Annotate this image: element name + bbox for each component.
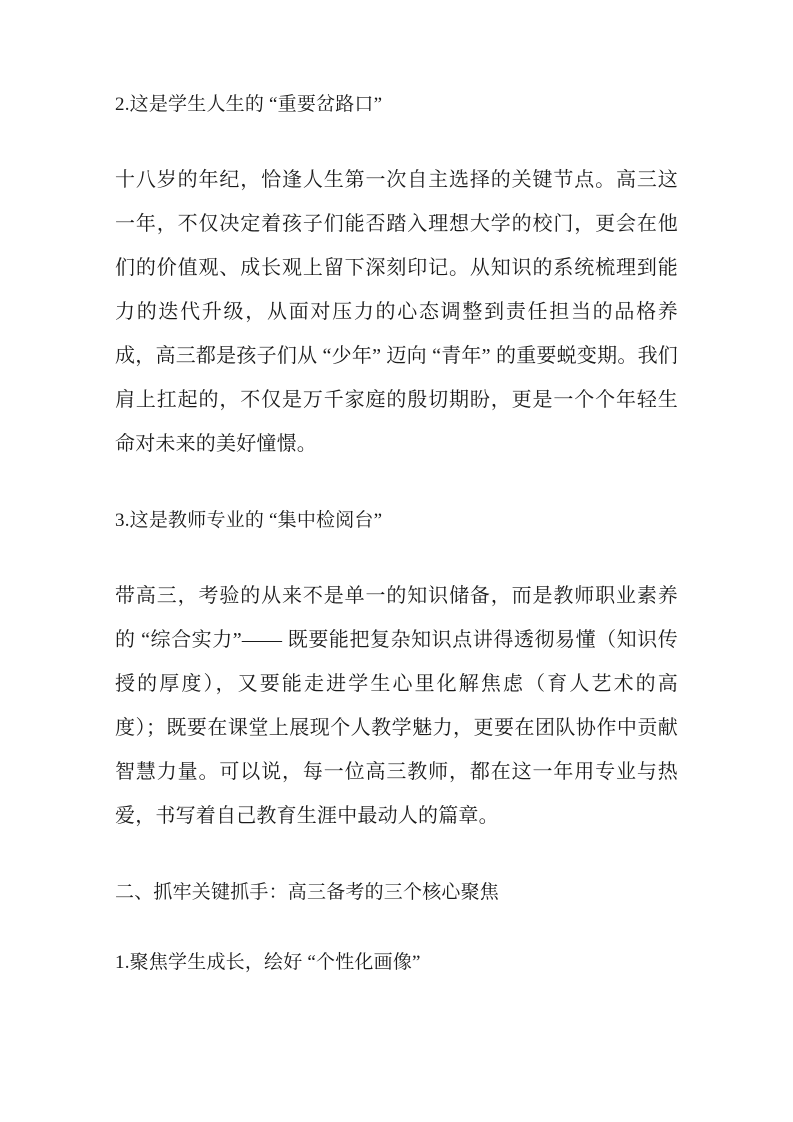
section-2-body: 十八岁的年纪，恰逢人生第一次自主选择的关键节点。高三这一年，不仅决定着孩子们能否踏入理想大学的校门，更会在他们的价值观、成长观上留下深刻印记。从知识的系统梳理到能力的迭代升级，从面对压力的心态调整到责任担当的品格养成，高三都是孩子们从 “少年” 迈向 “青年” 的重要蜕变期。我们肩上扛起的，不仅是万千家庭的殷切期盼，更是一个个年轻生命对未来的美好憧憬。 [115, 169, 678, 455]
document-content [115, 88, 678, 980]
section-3-heading: 3.这是教师专业的 “集中检阅台” [115, 510, 383, 531]
section-two-item-1: 1.聚焦学生成长，绘好 “个性化画像” [115, 952, 421, 973]
section-2-heading: 2.这是学生人生的 “重要岔路口” [115, 94, 383, 115]
section-two-heading: 二、抓牢关键抓手：高三备考的三个核心聚焦 [115, 882, 500, 903]
section-3-body: 带高三，考验的从来不是单一的知识储备，而是教师职业素养的 “综合实力”—— 既要能把复杂知识点讲得透彻易懂（知识传授的厚度），又要能走进学生心里化解焦虑（育人艺术的高度）；既要在课堂上展现个人教学魅力，更要在团队协作中贡献智慧力量。可以说，每一位高三教师，都在这一年用专业与热爱，书写着自己教育生涯中最动人的篇章。 [115, 585, 678, 827]
